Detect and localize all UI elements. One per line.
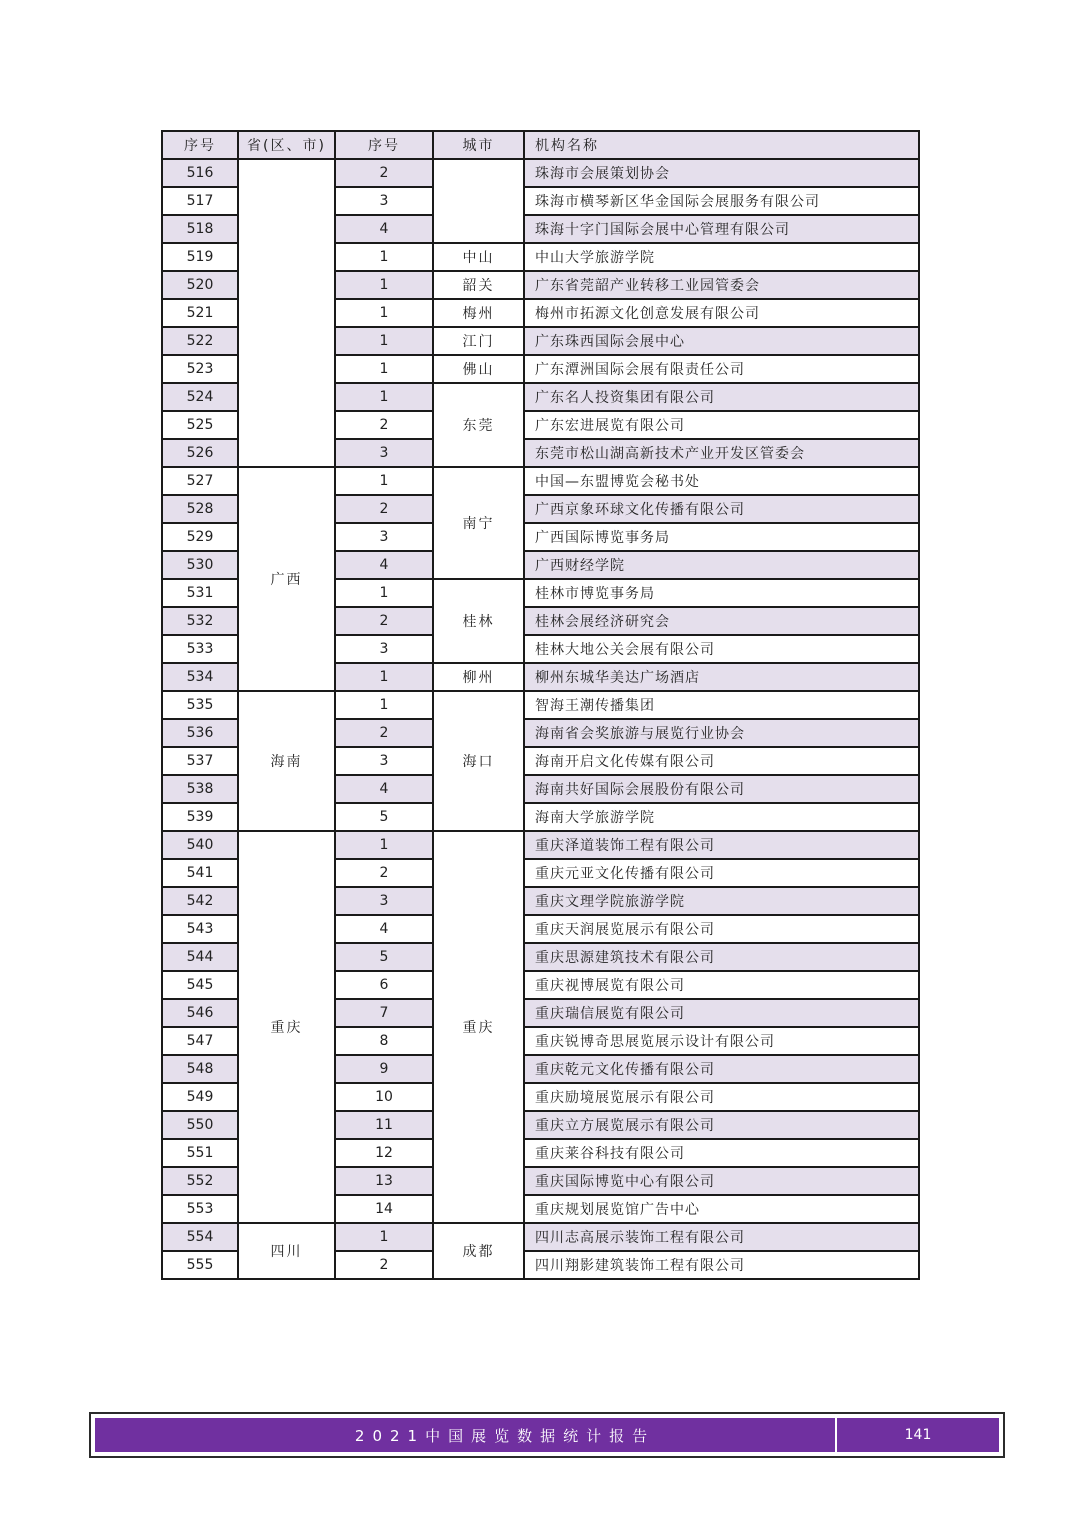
table-row <box>162 159 919 187</box>
seq-cell: 533 <box>162 635 238 663</box>
seq-cell: 526 <box>162 439 238 467</box>
subseq-cell: 2 <box>335 1251 433 1279</box>
seq-cell: 522 <box>162 327 238 355</box>
city-cell: 重庆 <box>433 831 524 1223</box>
city-cell: 中山 <box>433 243 524 271</box>
subseq-cell: 11 <box>335 1111 433 1139</box>
city-cell: 南宁 <box>433 467 524 579</box>
seq-cell: 546 <box>162 999 238 1027</box>
subseq-cell: 3 <box>335 439 433 467</box>
city-cell: 东莞 <box>433 383 524 467</box>
subseq-cell: 1 <box>335 1223 433 1251</box>
seq-cell: 549 <box>162 1083 238 1111</box>
subseq-cell: 1 <box>335 579 433 607</box>
header-org-name: 机构名称 <box>524 131 919 159</box>
seq-cell: 555 <box>162 1251 238 1279</box>
subseq-cell: 1 <box>335 271 433 299</box>
org-name-cell: 重庆锐博奇思展览展示设计有限公司 <box>524 1027 919 1055</box>
institution-table <box>161 130 920 1280</box>
city-cell: 柳州 <box>433 663 524 691</box>
org-name-cell: 广东珠西国际会展中心 <box>524 327 919 355</box>
org-name-cell: 广东名人投资集团有限公司 <box>524 383 919 411</box>
org-name-cell: 广西京象环球文化传播有限公司 <box>524 495 919 523</box>
city-cell: 韶关 <box>433 271 524 299</box>
province-cell: 重庆 <box>238 831 335 1223</box>
seq-cell: 540 <box>162 831 238 859</box>
seq-cell: 532 <box>162 607 238 635</box>
subseq-cell: 9 <box>335 1055 433 1083</box>
header-province: 省(区、市) <box>238 131 335 159</box>
subseq-cell: 10 <box>335 1083 433 1111</box>
subseq-cell: 5 <box>335 803 433 831</box>
city-cell: 江门 <box>433 327 524 355</box>
seq-cell: 548 <box>162 1055 238 1083</box>
org-name-cell: 广东宏进展览有限公司 <box>524 411 919 439</box>
org-name-cell: 海南共好国际会展股份有限公司 <box>524 775 919 803</box>
org-name-cell: 广东省莞韶产业转移工业园管委会 <box>524 271 919 299</box>
org-name-cell: 广东潭洲国际会展有限责任公司 <box>524 355 919 383</box>
seq-cell: 519 <box>162 243 238 271</box>
subseq-cell: 2 <box>335 411 433 439</box>
seq-cell: 551 <box>162 1139 238 1167</box>
org-name-cell: 重庆励境展览展示有限公司 <box>524 1083 919 1111</box>
city-cell <box>433 159 524 243</box>
subseq-cell: 5 <box>335 943 433 971</box>
subseq-cell: 1 <box>335 243 433 271</box>
org-name-cell: 重庆文理学院旅游学院 <box>524 887 919 915</box>
seq-cell: 528 <box>162 495 238 523</box>
seq-cell: 542 <box>162 887 238 915</box>
seq-cell: 541 <box>162 859 238 887</box>
subseq-cell: 4 <box>335 215 433 243</box>
org-name-cell: 重庆立方展览展示有限公司 <box>524 1111 919 1139</box>
org-name-cell: 四川志高展示装饰工程有限公司 <box>524 1223 919 1251</box>
footer-band <box>95 1418 999 1452</box>
org-name-cell: 珠海十字门国际会展中心管理有限公司 <box>524 215 919 243</box>
subseq-cell: 1 <box>335 327 433 355</box>
footer-bar <box>89 1412 1005 1458</box>
table-row <box>162 831 919 859</box>
seq-cell: 552 <box>162 1167 238 1195</box>
org-name-cell: 海南开启文化传媒有限公司 <box>524 747 919 775</box>
subseq-cell: 1 <box>335 355 433 383</box>
org-name-cell: 重庆泽道装饰工程有限公司 <box>524 831 919 859</box>
header-seq: 序号 <box>162 131 238 159</box>
seq-cell: 525 <box>162 411 238 439</box>
org-name-cell: 桂林会展经济研究会 <box>524 607 919 635</box>
subseq-cell: 2 <box>335 495 433 523</box>
table-row <box>162 467 919 495</box>
city-cell: 桂林 <box>433 579 524 663</box>
seq-cell: 543 <box>162 915 238 943</box>
seq-cell: 524 <box>162 383 238 411</box>
subseq-cell: 1 <box>335 663 433 691</box>
org-name-cell: 梅州市拓源文化创意发展有限公司 <box>524 299 919 327</box>
subseq-cell: 3 <box>335 187 433 215</box>
seq-cell: 544 <box>162 943 238 971</box>
subseq-cell: 1 <box>335 831 433 859</box>
org-name-cell: 四川翔影建筑装饰工程有限公司 <box>524 1251 919 1279</box>
subseq-cell: 3 <box>335 635 433 663</box>
table-row <box>162 1223 919 1251</box>
subseq-cell: 3 <box>335 887 433 915</box>
seq-cell: 550 <box>162 1111 238 1139</box>
org-name-cell: 智海王潮传播集团 <box>524 691 919 719</box>
org-name-cell: 重庆天润展览展示有限公司 <box>524 915 919 943</box>
seq-cell: 534 <box>162 663 238 691</box>
org-name-cell: 重庆元亚文化传播有限公司 <box>524 859 919 887</box>
city-cell: 梅州 <box>433 299 524 327</box>
city-cell: 佛山 <box>433 355 524 383</box>
table-row <box>162 691 919 719</box>
subseq-cell: 2 <box>335 159 433 187</box>
org-name-cell: 海南省会奖旅游与展览行业协会 <box>524 719 919 747</box>
province-cell: 广西 <box>238 467 335 691</box>
seq-cell: 529 <box>162 523 238 551</box>
org-name-cell: 桂林大地公关会展有限公司 <box>524 635 919 663</box>
subseq-cell: 3 <box>335 523 433 551</box>
seq-cell: 537 <box>162 747 238 775</box>
seq-cell: 539 <box>162 803 238 831</box>
subseq-cell: 4 <box>335 915 433 943</box>
org-name-cell: 桂林市博览事务局 <box>524 579 919 607</box>
org-name-cell: 珠海市会展策划协会 <box>524 159 919 187</box>
org-name-cell: 重庆乾元文化传播有限公司 <box>524 1055 919 1083</box>
subseq-cell: 13 <box>335 1167 433 1195</box>
province-cell <box>238 159 335 467</box>
seq-cell: 553 <box>162 1195 238 1223</box>
seq-cell: 545 <box>162 971 238 999</box>
seq-cell: 547 <box>162 1027 238 1055</box>
province-cell: 四川 <box>238 1223 335 1279</box>
seq-cell: 518 <box>162 215 238 243</box>
subseq-cell: 2 <box>335 719 433 747</box>
subseq-cell: 1 <box>335 383 433 411</box>
subseq-cell: 8 <box>335 1027 433 1055</box>
subseq-cell: 4 <box>335 551 433 579</box>
org-name-cell: 海南大学旅游学院 <box>524 803 919 831</box>
org-name-cell: 东莞市松山湖高新技术产业开发区管委会 <box>524 439 919 467</box>
subseq-cell: 12 <box>335 1139 433 1167</box>
org-name-cell: 广西财经学院 <box>524 551 919 579</box>
org-name-cell: 珠海市横琴新区华金国际会展服务有限公司 <box>524 187 919 215</box>
org-name-cell: 重庆思源建筑技术有限公司 <box>524 943 919 971</box>
org-name-cell: 中国—东盟博览会秘书处 <box>524 467 919 495</box>
subseq-cell: 14 <box>335 1195 433 1223</box>
seq-cell: 554 <box>162 1223 238 1251</box>
report-title: 2021中国展览数据统计报告 <box>354 1426 656 1445</box>
header-city: 城市 <box>433 131 524 159</box>
seq-cell: 527 <box>162 467 238 495</box>
province-cell: 海南 <box>238 691 335 831</box>
subseq-cell: 7 <box>335 999 433 1027</box>
org-name-cell: 重庆视博展览有限公司 <box>524 971 919 999</box>
org-name-cell: 重庆莱谷科技有限公司 <box>524 1139 919 1167</box>
seq-cell: 523 <box>162 355 238 383</box>
seq-cell: 538 <box>162 775 238 803</box>
seq-cell: 517 <box>162 187 238 215</box>
subseq-cell: 1 <box>335 691 433 719</box>
city-cell: 成都 <box>433 1223 524 1279</box>
subseq-cell: 1 <box>335 467 433 495</box>
subseq-cell: 2 <box>335 859 433 887</box>
seq-cell: 530 <box>162 551 238 579</box>
org-name-cell: 重庆国际博览中心有限公司 <box>524 1167 919 1195</box>
org-name-cell: 中山大学旅游学院 <box>524 243 919 271</box>
seq-cell: 536 <box>162 719 238 747</box>
seq-cell: 516 <box>162 159 238 187</box>
seq-cell: 535 <box>162 691 238 719</box>
subseq-cell: 2 <box>335 607 433 635</box>
subseq-cell: 4 <box>335 775 433 803</box>
org-name-cell: 广西国际博览事务局 <box>524 523 919 551</box>
subseq-cell: 3 <box>335 747 433 775</box>
header-subseq: 序号 <box>335 131 433 159</box>
seq-cell: 531 <box>162 579 238 607</box>
subseq-cell: 6 <box>335 971 433 999</box>
page-number: 141 <box>904 1427 932 1443</box>
seq-cell: 521 <box>162 299 238 327</box>
table-header-row <box>162 131 919 159</box>
org-name-cell: 重庆瑞信展览有限公司 <box>524 999 919 1027</box>
city-cell: 海口 <box>433 691 524 831</box>
org-name-cell: 重庆规划展览馆广告中心 <box>524 1195 919 1223</box>
org-name-cell: 柳州东城华美达广场酒店 <box>524 663 919 691</box>
subseq-cell: 1 <box>335 299 433 327</box>
seq-cell: 520 <box>162 271 238 299</box>
